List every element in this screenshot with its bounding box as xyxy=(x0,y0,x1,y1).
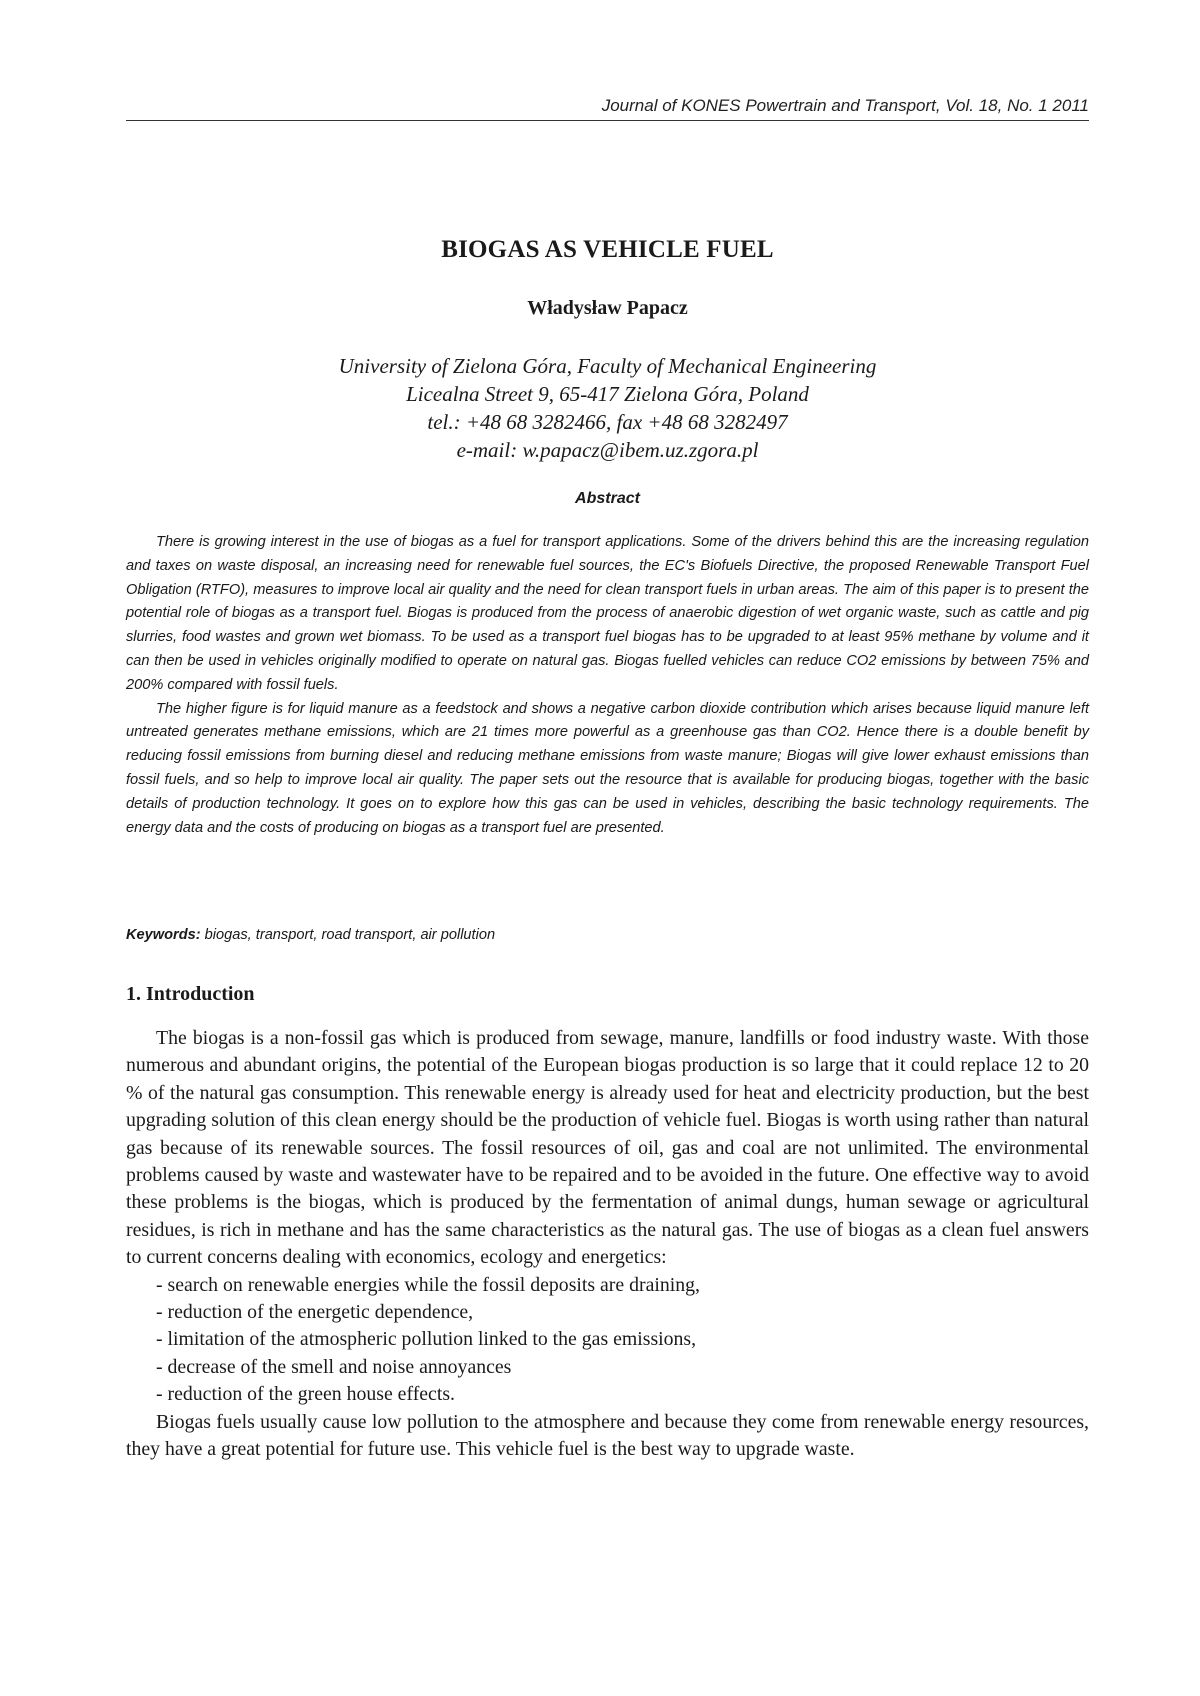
paper-title: BIOGAS AS VEHICLE FUEL xyxy=(441,236,774,263)
affiliation-phone-fax: tel.: +48 68 3282466, fax +48 68 3282497 xyxy=(427,410,788,434)
abstract-paragraph-2: The higher figure is for liquid manure as a feedstock and shows a negative carbon dioxide contribution which arises because liquid manure left untreated generates methane emissions, which are 21 times more powerful as a greenhouse gas than CO2. Hence there is a double benefit by reducing fossil emissions from burning diesel and reducing methane emissions from waste manure; Biogas will give lower exhaust emissions than fossil fuels, and so help to improve local air quality. The paper sets out the resource that is available for producing biogas, together with the basic details of production technology. It goes on to explore how this gas can be used in vehicles, describing the basic technology requirements. The energy data and the costs of producing on biogas as a transport fuel are presented. xyxy=(126,700,1089,836)
abstract-body xyxy=(126,531,1089,840)
list-item: - reduction of the energetic dependence, xyxy=(156,1301,474,1324)
introduction-paragraph-2: Biogas fuels usually cause low pollution to the atmosphere and because they come from renewable energy resources, they have a great potential for future use. This vehicle fuel is the best way to upgrade waste. xyxy=(126,1410,1089,1461)
keywords-label: Keywords: xyxy=(126,927,201,943)
affiliation-block xyxy=(126,352,1089,464)
section-heading-introduction: 1. Introduction xyxy=(126,983,255,1005)
introduction-body xyxy=(126,1025,1089,1464)
list-item: - decrease of the smell and noise annoyances xyxy=(156,1355,512,1378)
running-head: Journal of KONES Powertrain and Transport, Vol. 18, No. 1 2011 xyxy=(601,96,1089,115)
abstract-heading: Abstract xyxy=(575,490,640,507)
list-item: - reduction of the green house effects. xyxy=(156,1383,455,1406)
author-name: Władysław Papacz xyxy=(527,297,688,319)
concerns-list xyxy=(126,1272,1089,1409)
introduction-paragraph-1: The biogas is a non-fossil gas which is produced from sewage, manure, landfills or food industry waste. With those numerous and abundant origins, the potential of the European biogas production is so large that it could replace 12 to 20 % of the natural gas consumption. This renewable energy is already used for heat and electricity production, but the best upgrading solution of this clean energy should be the production of vehicle fuel. Biogas is worth using rather than natural gas because of its renewable sources. The fossil resources of oil, gas and coal are not unlimited. The environmental problems caused by waste and wastewater have to be repaired and to be avoided in the future. One effective way to avoid these problems is the biogas, which is produced by the fermentation of animal dungs, human sewage or agricultural residues, is rich in methane and has the same characteristics as the natural gas. The use of biogas as a clean fuel answers to current concerns dealing with economics, ecology and energetics: xyxy=(126,1027,1089,1269)
list-item: - search on renewable energies while the fossil deposits are draining, xyxy=(156,1273,700,1296)
header-rule xyxy=(126,120,1089,121)
keywords-text: biogas, transport, road transport, air pollution xyxy=(200,927,496,943)
keywords-line xyxy=(126,927,1089,943)
affiliation-address: Licealna Street 9, 65-417 Zielona Góra, Poland xyxy=(406,382,809,406)
list-item: - limitation of the atmospheric pollution linked to the gas emissions, xyxy=(156,1328,697,1351)
affiliation-email: e-mail: w.papacz@ibem.uz.zgora.pl xyxy=(456,438,759,462)
affiliation-university: University of Zielona Góra, Faculty of Mechanical Engineering xyxy=(338,354,877,378)
abstract-paragraph-1: There is growing interest in the use of biogas as a fuel for transport applications. Some of the drivers behind this are the increasing regulation and taxes on waste disposal, an increasing need for renewable fuel sources, the EC's Biofuels Directive, the proposed Renewable Transport Fuel Obligation (RTFO), measures to improve local air quality and the need for clean transport fuels in urban areas. The aim of this paper is to present the potential role of biogas as a transport fuel. Biogas is produced from the process of anaerobic digestion of wet organic waste, such as cattle and pig slurries, food wastes and grown wet biomass. To be used as a transport fuel biogas has to be upgraded to at least 95% methane by volume and it can then be used in vehicles originally modified to operate on natural gas. Biogas fuelled vehicles can reduce CO2 emissions by between 75% and 200% compared with fossil fuels. xyxy=(126,534,1089,693)
